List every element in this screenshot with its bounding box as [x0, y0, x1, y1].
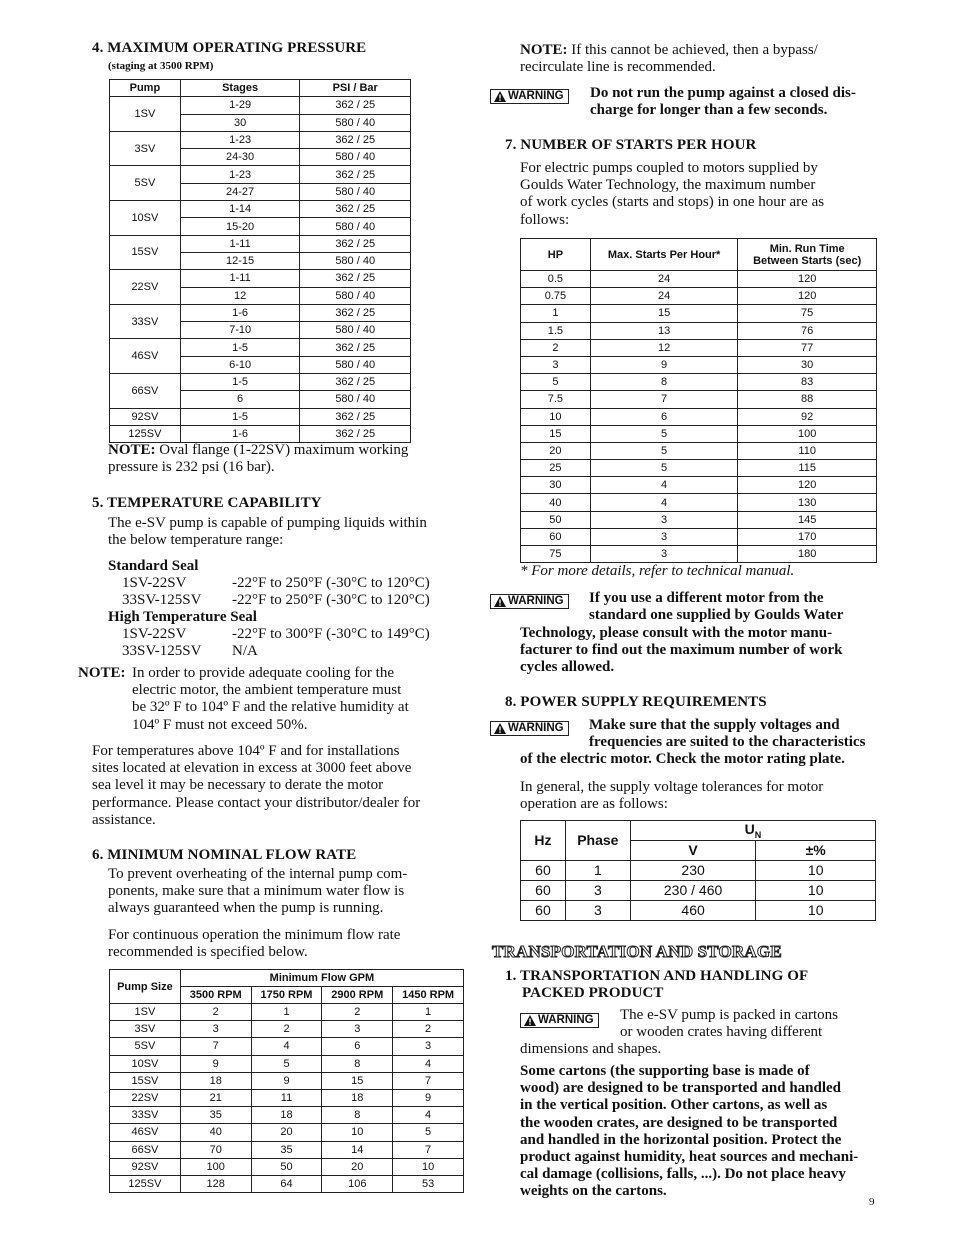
psi-cell: 580 / 40: [300, 287, 411, 304]
flow-cell: 21: [180, 1089, 251, 1106]
high-seal-range-1: -22°F to 300°F (-30°C to 149°C): [232, 626, 430, 642]
hp-cell: 40: [521, 494, 591, 511]
table-row: [521, 322, 877, 339]
min-flow-table: [109, 969, 464, 1193]
table-row: [110, 270, 411, 287]
psi-cell: 580 / 40: [300, 218, 411, 235]
flow-cell: 2: [322, 1004, 393, 1021]
flow-cell: 53: [393, 1175, 464, 1192]
col-header-stages: Stages: [180, 80, 300, 97]
section-4-subtitle: (staging at 3500 RPM): [108, 60, 214, 72]
table-row: [521, 339, 877, 356]
hp-cell: 0.75: [521, 288, 591, 305]
psi-cell: 362 / 25: [300, 235, 411, 252]
section-4-title: 4. MAXIMUM OPERATING PRESSURE: [92, 40, 367, 56]
table-row: [521, 460, 877, 477]
psi-cell: 580 / 40: [300, 183, 411, 200]
flow-cell: 20: [251, 1124, 322, 1141]
packing-warning-top: The e-SV pump is packed in cartons or wooden crates having different: [620, 1007, 839, 1041]
hz-cell: 60: [521, 860, 566, 880]
starts-cell: 15: [590, 305, 738, 322]
flow-cell: 15: [322, 1072, 393, 1089]
phase-cell: 1: [565, 860, 630, 880]
motor-warning-bottom: Technology, please consult with the motor manu- facturer to find out the maximum number of work cycles allowed.: [520, 625, 843, 676]
high-seal-range-2: N/A: [232, 643, 258, 659]
starts-cell: 4: [590, 494, 738, 511]
col-header-pump: Pump: [110, 80, 181, 97]
flow-cell: 9: [251, 1072, 322, 1089]
stages-cell: 1-5: [180, 339, 300, 356]
flow-cell: 1: [251, 1004, 322, 1021]
table-row: [110, 97, 411, 114]
run-time-cell: 75: [738, 305, 877, 322]
table-row: [110, 1055, 464, 1072]
starts-cell: 24: [590, 271, 738, 288]
tolerance-cell: 10: [756, 860, 876, 880]
bypass-note: NOTE: If this cannot be achieved, then a bypass/ recirculate line is recommended.: [520, 42, 818, 76]
section-5-note-label: NOTE:: [78, 665, 126, 681]
pump-size-cell: 66SV: [110, 1141, 181, 1158]
pump-cell: 5SV: [110, 166, 181, 201]
flow-cell: 35: [251, 1141, 322, 1158]
table-row: [110, 201, 411, 218]
col-header-hp: HP: [521, 239, 591, 271]
starts-cell: 8: [590, 374, 738, 391]
stages-cell: 1-5: [180, 408, 300, 425]
hp-cell: 2: [521, 339, 591, 356]
psi-cell: 362 / 25: [300, 166, 411, 183]
hp-cell: 1: [521, 305, 591, 322]
psi-cell: 580 / 40: [300, 149, 411, 166]
table-row: [521, 494, 877, 511]
flow-cell: 10: [322, 1124, 393, 1141]
table-row: [521, 546, 877, 563]
flow-cell: 7: [180, 1038, 251, 1055]
starts-cell: 12: [590, 339, 738, 356]
pump-size-cell: 5SV: [110, 1038, 181, 1055]
flow-cell: 35: [180, 1107, 251, 1124]
psi-cell: 580 / 40: [300, 391, 411, 408]
warning-triangle-icon: [494, 723, 506, 734]
starts-cell: 5: [590, 442, 738, 459]
stages-cell: 1-23: [180, 166, 300, 183]
flow-cell: 4: [393, 1107, 464, 1124]
table-row: [110, 1089, 464, 1106]
voltage-cell: 230: [630, 860, 756, 880]
psi-cell: 362 / 25: [300, 425, 411, 442]
hp-cell: 7.5: [521, 391, 591, 408]
run-time-cell: 180: [738, 546, 877, 563]
starts-per-hour-table: [520, 238, 877, 563]
run-time-cell: 145: [738, 511, 877, 528]
run-time-cell: 83: [738, 374, 877, 391]
pump-cell: 10SV: [110, 201, 181, 236]
run-time-cell: 110: [738, 442, 877, 459]
stages-cell: 12-15: [180, 252, 300, 269]
table-row: [110, 1004, 464, 1021]
table-row: [110, 425, 411, 442]
flow-cell: 4: [393, 1055, 464, 1072]
flow-cell: 2: [393, 1021, 464, 1038]
flow-cell: 106: [322, 1175, 393, 1192]
phase-cell: 3: [565, 900, 630, 920]
table-row: [110, 304, 411, 321]
hp-cell: 60: [521, 528, 591, 545]
starts-cell: 5: [590, 460, 738, 477]
pump-size-cell: 3SV: [110, 1021, 181, 1038]
pump-size-cell: 33SV: [110, 1107, 181, 1124]
psi-cell: 580 / 40: [300, 322, 411, 339]
starts-cell: 6: [590, 408, 738, 425]
hp-cell: 0.5: [521, 271, 591, 288]
warning-badge: WARNING: [490, 594, 569, 609]
page-number: 9: [869, 1196, 875, 1208]
standard-seal-label: Standard Seal: [108, 558, 199, 574]
pump-size-cell: 125SV: [110, 1175, 181, 1192]
starts-cell: 4: [590, 477, 738, 494]
starts-cell: 7: [590, 391, 738, 408]
table-row: [521, 880, 876, 900]
table-row: [110, 131, 411, 148]
table-row: [521, 425, 877, 442]
run-time-cell: 120: [738, 271, 877, 288]
flow-cell: 70: [180, 1141, 251, 1158]
stages-cell: 1-23: [180, 131, 300, 148]
table-row: [521, 477, 877, 494]
run-time-cell: 100: [738, 425, 877, 442]
hp-cell: 25: [521, 460, 591, 477]
starts-cell: 3: [590, 511, 738, 528]
flow-cell: 10: [393, 1158, 464, 1175]
flow-cell: 2: [180, 1004, 251, 1021]
warning-triangle-icon: [494, 91, 506, 102]
hp-cell: 1.5: [521, 322, 591, 339]
psi-cell: 362 / 25: [300, 270, 411, 287]
run-time-cell: 130: [738, 494, 877, 511]
hp-cell: 20: [521, 442, 591, 459]
pump-cell: 3SV: [110, 131, 181, 166]
flow-cell: 50: [251, 1158, 322, 1175]
flow-cell: 9: [393, 1089, 464, 1106]
stages-cell: 15-20: [180, 218, 300, 235]
psi-cell: 362 / 25: [300, 201, 411, 218]
table-row: [110, 1107, 464, 1124]
table-row: [110, 166, 411, 183]
flow-cell: 8: [322, 1107, 393, 1124]
flow-cell: 7: [393, 1141, 464, 1158]
tolerance-cell: 10: [756, 880, 876, 900]
starts-cell: 3: [590, 546, 738, 563]
pump-cell: 66SV: [110, 374, 181, 409]
tolerance-cell: 10: [756, 900, 876, 920]
hz-cell: 60: [521, 880, 566, 900]
stages-cell: 1-6: [180, 304, 300, 321]
pump-size-cell: 46SV: [110, 1124, 181, 1141]
table-row: [521, 288, 877, 305]
flow-cell: 4: [251, 1038, 322, 1055]
col-header-un: $U_N$: [630, 821, 875, 841]
run-time-cell: 88: [738, 391, 877, 408]
stages-cell: 7-10: [180, 322, 300, 339]
flow-cell: 18: [322, 1089, 393, 1106]
stages-cell: 24-27: [180, 183, 300, 200]
warning-badge: WARNING: [490, 89, 569, 104]
col-header-pct: ±%: [756, 840, 876, 860]
table-row: [110, 1175, 464, 1192]
flow-cell: 11: [251, 1089, 322, 1106]
table-row: [521, 860, 876, 880]
pump-size-cell: 92SV: [110, 1158, 181, 1175]
psi-cell: 362 / 25: [300, 131, 411, 148]
psi-cell: 580 / 40: [300, 252, 411, 269]
hp-cell: 50: [521, 511, 591, 528]
section-8-text: In general, the supply voltage tolerances for motor operation are as follows:: [520, 779, 824, 813]
psi-cell: 580 / 40: [300, 356, 411, 373]
psi-cell: 362 / 25: [300, 374, 411, 391]
table-row: [110, 1158, 464, 1175]
run-time-cell: 170: [738, 528, 877, 545]
supply-warning-top: Make sure that the supply voltages and frequencies are suited to the characteristics: [589, 717, 866, 751]
flow-cell: 7: [393, 1072, 464, 1089]
table-row: [110, 1124, 464, 1141]
flow-cell: 3: [322, 1021, 393, 1038]
flow-cell: 14: [322, 1141, 393, 1158]
stages-cell: 1-5: [180, 374, 300, 391]
table-row: [110, 408, 411, 425]
starts-cell: 5: [590, 425, 738, 442]
max-pressure-table: [109, 79, 411, 443]
table-row: [521, 528, 877, 545]
col-header-rpm: 1450 RPM: [393, 987, 464, 1004]
run-time-cell: 76: [738, 322, 877, 339]
psi-cell: 362 / 25: [300, 304, 411, 321]
transport-subsection-title: 1. TRANSPORTATION AND HANDLING OF PACKED PRODUCT: [505, 968, 809, 1001]
flow-cell: 3: [393, 1038, 464, 1055]
table-row: [110, 339, 411, 356]
std-seal-row-1: 1SV-22SV: [122, 575, 187, 591]
flow-cell: 9: [180, 1055, 251, 1072]
pump-size-cell: 1SV: [110, 1004, 181, 1021]
phase-cell: 3: [565, 880, 630, 900]
pump-cell: 46SV: [110, 339, 181, 374]
high-seal-row-2: 33SV-125SV: [122, 643, 202, 659]
flow-cell: 6: [322, 1038, 393, 1055]
pump-cell: 92SV: [110, 408, 181, 425]
section-6-title: 6. MINIMUM NOMINAL FLOW RATE: [92, 847, 357, 863]
section-5-title: 5. TEMPERATURE CAPABILITY: [92, 495, 322, 511]
flow-cell: 20: [322, 1158, 393, 1175]
stages-cell: 1-6: [180, 425, 300, 442]
section-5-paragraph: For temperatures above 104º F and for installations sites located at elevation in excess at 3000 feet above sea level it may be necessary to derate the motor performance. Please contact your distributor/dealer for assistance.: [92, 743, 421, 828]
table-row: [110, 1141, 464, 1158]
col-header-hz: Hz: [521, 821, 566, 861]
table-row: [521, 374, 877, 391]
section-7-title: 7. NUMBER OF STARTS PER HOUR: [505, 137, 757, 153]
hp-cell: 3: [521, 356, 591, 373]
psi-cell: 362 / 25: [300, 408, 411, 425]
flow-cell: 100: [180, 1158, 251, 1175]
flow-cell: 3: [180, 1021, 251, 1038]
high-seal-row-1: 1SV-22SV: [122, 626, 187, 642]
psi-cell: 580 / 40: [300, 114, 411, 131]
flow-cell: 64: [251, 1175, 322, 1192]
section-4-note: NOTE: Oval flange (1-22SV) maximum working pressure is 232 psi (16 bar).: [108, 442, 409, 476]
table-row: [110, 235, 411, 252]
supply-warning-bottom: of the electric motor. Check the motor rating plate.: [520, 751, 845, 767]
stages-cell: 6: [180, 391, 300, 408]
starts-cell: 13: [590, 322, 738, 339]
carton-handling-text: Some cartons (the supporting base is made of wood) are designed to be transported and handled in the vertical position. Other cartons, as well as the wooden crates, are designed to be transported and handled in the horizontal position. Protect the product against humidity, heat sources and mechani- cal damage (collisions, falls, ...). Do not place heavy weights on the cartons.: [520, 1063, 859, 1200]
table-row: [110, 1038, 464, 1055]
table-row: [110, 1072, 464, 1089]
pump-size-cell: 22SV: [110, 1089, 181, 1106]
hp-cell: 10: [521, 408, 591, 425]
col-header-min-flow: Minimum Flow GPM: [180, 970, 463, 987]
flow-cell: 8: [322, 1055, 393, 1072]
stages-cell: 1-29: [180, 97, 300, 114]
section-6-p2: For continuous operation the minimum flow rate recommended is specified below.: [108, 927, 401, 961]
col-header-phase: Phase: [565, 821, 630, 861]
stages-cell: 24-30: [180, 149, 300, 166]
col-header-rpm: 2900 RPM: [322, 987, 393, 1004]
closed-discharge-warning: Do not run the pump against a closed dis- charge for longer than a few seconds.: [590, 85, 856, 119]
warning-badge: WARNING: [490, 721, 569, 736]
std-seal-range-2: -22°F to 250°F (-30°C to 120°C): [232, 592, 430, 608]
table-row: [521, 900, 876, 920]
hp-cell: 75: [521, 546, 591, 563]
pump-cell: 33SV: [110, 304, 181, 339]
flow-cell: 18: [251, 1107, 322, 1124]
stages-cell: 12: [180, 287, 300, 304]
stages-cell: 1-11: [180, 235, 300, 252]
voltage-cell: 230 / 460: [630, 880, 756, 900]
flow-cell: 2: [251, 1021, 322, 1038]
col-header-v: V: [630, 840, 756, 860]
packing-warning-bottom: dimensions and shapes.: [520, 1041, 662, 1057]
pump-cell: 1SV: [110, 97, 181, 132]
section-7-text: For electric pumps coupled to motors supplied by Goulds Water Technology, the maximum number of work cycles (starts and stops) in one hour are as follows:: [520, 160, 825, 228]
run-time-cell: 120: [738, 288, 877, 305]
section-5-note-text: In order to provide adequate cooling for the electric motor, the ambient temperature must be 32º F to 104º F and the relative humidity at 104º F must not exceed 50%.: [132, 665, 409, 733]
hp-cell: 15: [521, 425, 591, 442]
run-time-cell: 115: [738, 460, 877, 477]
high-temp-seal-label: High Temperature Seal: [108, 609, 257, 625]
flow-cell: 40: [180, 1124, 251, 1141]
pump-cell: 15SV: [110, 235, 181, 270]
run-time-cell: 77: [738, 339, 877, 356]
col-header-max-starts: Max. Starts Per Hour*: [590, 239, 738, 271]
col-header-rpm: 3500 RPM: [180, 987, 251, 1004]
flow-cell: 18: [180, 1072, 251, 1089]
psi-cell: 362 / 25: [300, 97, 411, 114]
std-seal-range-1: -22°F to 250°F (-30°C to 120°C): [232, 575, 430, 591]
run-time-cell: 30: [738, 356, 877, 373]
table-row: [521, 511, 877, 528]
hz-cell: 60: [521, 900, 566, 920]
col-header-psi: PSI / Bar: [300, 80, 411, 97]
stages-cell: 1-11: [180, 270, 300, 287]
starts-cell: 3: [590, 528, 738, 545]
hp-cell: 5: [521, 374, 591, 391]
voltage-cell: 460: [630, 900, 756, 920]
technical-manual-footnote: * For more details, refer to technical manual.: [520, 563, 795, 579]
warning-triangle-icon: [494, 596, 506, 607]
hp-cell: 30: [521, 477, 591, 494]
motor-warning-top: If you use a different motor from the standard one supplied by Goulds Water: [589, 590, 844, 624]
starts-cell: 24: [590, 288, 738, 305]
pump-size-cell: 15SV: [110, 1072, 181, 1089]
warning-triangle-icon: [524, 1015, 536, 1026]
flow-cell: 5: [393, 1124, 464, 1141]
flow-cell: 5: [251, 1055, 322, 1072]
col-header-pump-size: Pump Size: [110, 970, 181, 1004]
table-row: [521, 408, 877, 425]
stages-cell: 1-14: [180, 201, 300, 218]
run-time-cell: 92: [738, 408, 877, 425]
col-header-min-run: Min. Run Time Between Starts (sec): [738, 239, 877, 271]
section-5-intro: The e-SV pump is capable of pumping liquids within the below temperature range:: [108, 515, 427, 549]
table-row: [521, 391, 877, 408]
flow-cell: 1: [393, 1004, 464, 1021]
starts-cell: 9: [590, 356, 738, 373]
run-time-cell: 120: [738, 477, 877, 494]
col-header-rpm: 1750 RPM: [251, 987, 322, 1004]
transportation-storage-heading: TRANSPORTATION AND STORAGE: [492, 942, 782, 961]
psi-cell: 362 / 25: [300, 339, 411, 356]
section-8-title: 8. POWER SUPPLY REQUIREMENTS: [505, 694, 767, 710]
voltage-tolerance-table: [520, 820, 876, 921]
stages-cell: 30: [180, 114, 300, 131]
table-row: [110, 1021, 464, 1038]
section-6-p1: To prevent overheating of the internal pump com- ponents, make sure that a minimum water flow is always guaranteed when the pump is running.: [108, 866, 408, 917]
pump-cell: 22SV: [110, 270, 181, 305]
flow-cell: 128: [180, 1175, 251, 1192]
warning-badge: WARNING: [520, 1013, 599, 1028]
table-row: [521, 442, 877, 459]
table-row: [521, 356, 877, 373]
pump-cell: 125SV: [110, 425, 181, 442]
std-seal-row-2: 33SV-125SV: [122, 592, 202, 608]
table-row: [110, 374, 411, 391]
table-row: [521, 271, 877, 288]
table-row: [521, 305, 877, 322]
pump-size-cell: 10SV: [110, 1055, 181, 1072]
stages-cell: 6-10: [180, 356, 300, 373]
